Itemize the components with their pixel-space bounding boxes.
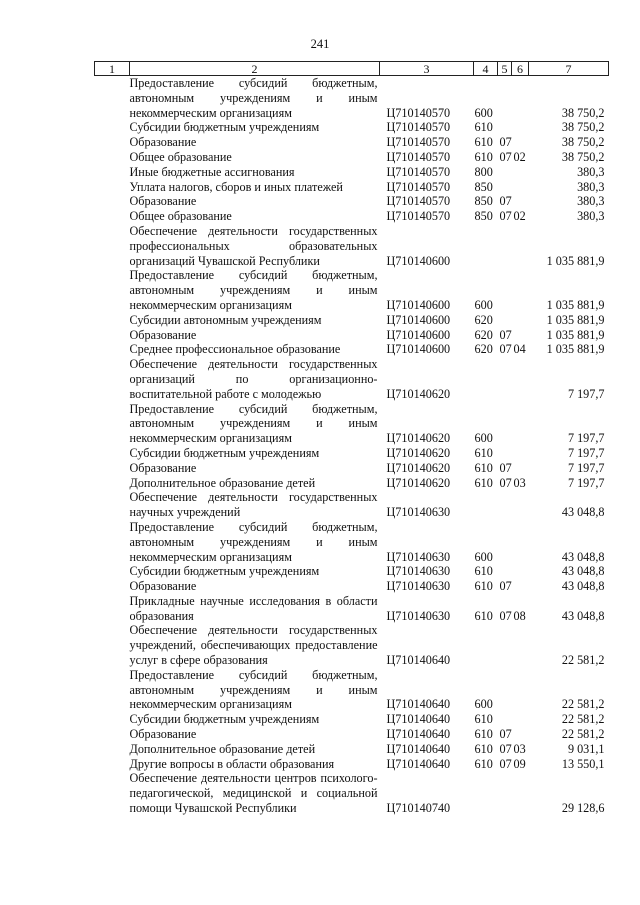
subsection-cell (512, 194, 529, 209)
section-cell: 07 (499, 460, 512, 475)
section-cell (498, 165, 512, 180)
name-cell: Образование (129, 194, 197, 209)
amount-cell: 7 197,7 (567, 386, 605, 401)
table-row (95, 520, 609, 564)
name-cell: Прикладные научные исследования в области образования (129, 593, 378, 623)
expense-type-cell: 610 (474, 712, 493, 727)
section-cell: 07 (499, 756, 512, 771)
amount-cell: 38 750,2 (561, 120, 605, 135)
subsection-cell (512, 135, 529, 150)
amount-cell: 13 550,1 (561, 756, 605, 771)
num-cell (95, 120, 130, 135)
table-row (95, 579, 609, 594)
num-cell (95, 313, 130, 328)
expense-type-cell: 600 (474, 297, 493, 312)
table-row (95, 668, 609, 712)
amount-cell: 7 197,7 (567, 431, 605, 446)
code-cell: Ц710140740 (386, 801, 451, 816)
num-cell (95, 461, 130, 476)
name-cell: Дополнительное образование детей (129, 475, 316, 490)
subsection-cell (512, 446, 529, 461)
subsection-cell (512, 165, 529, 180)
num-cell (95, 194, 130, 209)
subsection-cell (512, 120, 529, 135)
expense-type-cell: 610 (474, 149, 493, 164)
table-row (95, 402, 609, 446)
table-row (95, 757, 609, 772)
expense-type-cell: 600 (474, 549, 493, 564)
table-row (95, 771, 609, 815)
section-cell (498, 268, 512, 312)
expense-type-cell: 620 (474, 342, 493, 357)
subsection-cell: 02 (513, 149, 526, 164)
num-cell (95, 564, 130, 579)
section-cell (498, 623, 512, 667)
expense-type-cell: 610 (474, 727, 493, 742)
code-cell: Ц710140620 (386, 431, 451, 446)
code-cell: Ц710140640 (386, 741, 451, 756)
table-row (95, 461, 609, 476)
amount-cell: 22 581,2 (561, 727, 605, 742)
code-cell: Ц710140640 (386, 756, 451, 771)
code-cell: Ц710140640 (386, 697, 451, 712)
table-row (95, 357, 609, 401)
table-row (95, 165, 609, 180)
amount-cell: 7 197,7 (567, 445, 605, 460)
name-cell: Предоставление субсидий бюджетным, автономным учреждениям и иным некоммерческим организациям (129, 519, 378, 564)
subsection-cell: 03 (513, 741, 526, 756)
code-cell: Ц710140630 (386, 505, 451, 520)
header-col-2: 2 (130, 62, 380, 76)
section-cell: 07 (499, 342, 512, 357)
expense-type-cell: 610 (474, 741, 493, 756)
expense-type-cell: 620 (474, 327, 493, 342)
amount-cell: 380,3 (577, 209, 605, 224)
table-row (95, 712, 609, 727)
header-col-6: 6 (512, 62, 529, 76)
table-row (95, 564, 609, 579)
num-cell (95, 623, 130, 667)
table-row (95, 742, 609, 757)
num-cell (95, 268, 130, 312)
amount-cell: 22 581,2 (561, 712, 605, 727)
expense-type-cell: 600 (474, 697, 493, 712)
expense-type-cell: 600 (474, 105, 493, 120)
num-cell (95, 135, 130, 150)
amount-cell: 7 197,7 (567, 475, 605, 490)
subsection-cell (512, 313, 529, 328)
amount-cell: 380,3 (577, 194, 605, 209)
name-cell: Уплата налогов, сборов и иных платежей (129, 179, 343, 194)
num-cell (95, 342, 130, 357)
section-cell (498, 712, 512, 727)
code-cell: Ц710140600 (386, 253, 451, 268)
table-row (95, 209, 609, 224)
amount-cell: 380,3 (577, 179, 605, 194)
subsection-cell (512, 712, 529, 727)
amount-cell: 38 750,2 (561, 135, 605, 150)
table-header (95, 62, 609, 76)
code-cell: Ц710140630 (386, 564, 451, 579)
code-cell: Ц710140620 (386, 460, 451, 475)
subsection-cell (512, 461, 529, 476)
expense-type-cell (474, 224, 498, 268)
subsection-cell (512, 268, 529, 312)
code-cell: Ц710140600 (386, 327, 451, 342)
section-cell: 07 (499, 475, 512, 490)
code-cell: Ц710140600 (386, 342, 451, 357)
table-row (95, 180, 609, 195)
section-cell (498, 180, 512, 195)
num-cell (95, 742, 130, 757)
amount-cell: 43 048,8 (561, 579, 605, 594)
amount-cell: 43 048,8 (561, 564, 605, 579)
code-cell: Ц710140570 (386, 164, 451, 179)
section-cell: 07 (499, 194, 512, 209)
code-cell: Ц710140640 (386, 727, 451, 742)
name-cell: Субсидии бюджетным учреждениям (129, 564, 320, 579)
table-row (95, 727, 609, 742)
expense-type-cell (474, 771, 498, 815)
section-cell (498, 668, 512, 712)
section-cell (498, 771, 512, 815)
amount-cell: 38 750,2 (561, 105, 605, 120)
amount-cell: 22 581,2 (561, 697, 605, 712)
expense-type-cell: 850 (474, 194, 493, 209)
section-cell (498, 446, 512, 461)
section-cell: 07 (499, 135, 512, 150)
name-cell: Образование (129, 460, 197, 475)
amount-cell: 1 035 881,9 (546, 253, 605, 268)
page-number: 241 (310, 37, 330, 51)
budget-table (94, 61, 609, 816)
table-row (95, 313, 609, 328)
name-cell: Образование (129, 135, 197, 150)
table-row (95, 342, 609, 357)
table-body (95, 76, 609, 816)
name-cell: Субсидии бюджетным учреждениям (129, 120, 320, 135)
code-cell: Ц710140570 (386, 194, 451, 209)
amount-cell: 7 197,7 (567, 460, 605, 475)
code-cell: Ц710140620 (386, 386, 451, 401)
section-cell: 07 (499, 327, 512, 342)
num-cell (95, 771, 130, 815)
num-cell (95, 165, 130, 180)
subsection-cell: 02 (513, 209, 526, 224)
expense-type-cell: 610 (474, 608, 493, 623)
subsection-cell (512, 180, 529, 195)
amount-cell: 1 035 881,9 (546, 297, 605, 312)
expense-type-cell: 610 (474, 756, 493, 771)
code-cell: Ц710140630 (386, 549, 451, 564)
expense-type-cell: 800 (474, 164, 493, 179)
section-cell: 07 (499, 608, 512, 623)
expense-type-cell: 610 (474, 564, 493, 579)
num-cell (95, 402, 130, 446)
section-cell (498, 313, 512, 328)
section-cell: 07 (499, 727, 512, 742)
code-cell: Ц710140570 (386, 105, 451, 120)
name-cell: Обеспечение деятельности государственных профессиональных образовательных организаций Чувашской Республики (129, 223, 378, 268)
table-row (95, 623, 609, 667)
amount-cell: 1 035 881,9 (546, 327, 605, 342)
code-cell: Ц710140570 (386, 209, 451, 224)
section-cell (498, 120, 512, 135)
header-col-5: 5 (498, 62, 512, 76)
num-cell (95, 446, 130, 461)
subsection-cell (512, 76, 529, 121)
table-row (95, 76, 609, 121)
subsection-cell (512, 520, 529, 564)
expense-type-cell: 610 (474, 579, 493, 594)
section-cell (498, 520, 512, 564)
table-row (95, 328, 609, 343)
expense-type-cell (474, 623, 498, 667)
code-cell: Ц710140570 (386, 149, 451, 164)
name-cell: Образование (129, 327, 197, 342)
subsection-cell: 08 (513, 608, 526, 623)
section-cell: 07 (499, 209, 512, 224)
name-cell: Обеспечение деятельности центров психолого-педагогической, медицинской и социальной помощи Чувашской Республики (129, 771, 378, 816)
amount-cell: 1 035 881,9 (546, 342, 605, 357)
amount-cell: 38 750,2 (561, 149, 605, 164)
num-cell (95, 224, 130, 268)
table-row (95, 150, 609, 165)
header-col-3: 3 (380, 62, 474, 76)
section-cell: 07 (499, 741, 512, 756)
amount-cell: 1 035 881,9 (546, 312, 605, 327)
header-col-1: 1 (95, 62, 130, 76)
table-row (95, 446, 609, 461)
num-cell (95, 579, 130, 594)
section-cell (498, 76, 512, 121)
code-cell: Ц710140570 (386, 135, 451, 150)
subsection-cell (512, 357, 529, 401)
section-cell: 07 (499, 579, 512, 594)
amount-cell: 380,3 (577, 164, 605, 179)
name-cell: Субсидии бюджетным учреждениям (129, 712, 320, 727)
expense-type-cell: 600 (474, 431, 493, 446)
table-row (95, 120, 609, 135)
num-cell (95, 594, 130, 624)
subsection-cell (512, 564, 529, 579)
subsection-cell (512, 727, 529, 742)
subsection-cell (512, 490, 529, 520)
table-row (95, 135, 609, 150)
expense-type-cell: 610 (474, 120, 493, 135)
num-cell (95, 180, 130, 195)
amount-cell: 43 048,8 (561, 505, 605, 520)
subsection-cell: 03 (513, 475, 526, 490)
expense-type-cell: 610 (474, 475, 493, 490)
amount-cell: 9 031,1 (567, 741, 605, 756)
num-cell (95, 150, 130, 165)
code-cell: Ц710140600 (386, 312, 451, 327)
name-cell: Предоставление субсидий бюджетным, автономным учреждениям и иным некоммерческим организациям (129, 268, 378, 312)
subsection-cell (512, 579, 529, 594)
subsection-cell (512, 668, 529, 712)
expense-type-cell: 610 (474, 135, 493, 150)
header-col-7: 7 (529, 62, 609, 76)
amount-cell: 43 048,8 (561, 549, 605, 564)
header-row (95, 62, 609, 76)
num-cell (95, 490, 130, 520)
name-cell: Субсидии автономным учреждениям (129, 312, 322, 327)
table-row (95, 194, 609, 209)
expense-type-cell: 610 (474, 445, 493, 460)
table-row (95, 224, 609, 268)
subsection-cell (512, 328, 529, 343)
name-cell: Среднее профессиональное образование (129, 342, 341, 357)
code-cell: Ц710140630 (386, 579, 451, 594)
subsection-cell (512, 224, 529, 268)
num-cell (95, 357, 130, 401)
expense-type-cell: 850 (474, 209, 493, 224)
expense-type-cell (474, 490, 498, 520)
subsection-cell: 09 (513, 756, 526, 771)
num-cell (95, 328, 130, 343)
num-cell (95, 209, 130, 224)
code-cell: Ц710140640 (386, 712, 451, 727)
name-cell: Обеспечение деятельности государственных научных учреждений (129, 490, 378, 520)
expense-type-cell (474, 357, 498, 401)
name-cell: Дополнительное образование детей (129, 741, 316, 756)
code-cell: Ц710140620 (386, 445, 451, 460)
section-cell (498, 490, 512, 520)
name-cell: Обеспечение деятельности государственных учреждений, обеспечивающих предоставление услуг в сфере образования (129, 623, 378, 668)
section-cell (498, 564, 512, 579)
section-cell (498, 357, 512, 401)
name-cell: Иные бюджетные ассигнования (129, 164, 295, 179)
name-cell: Предоставление субсидий бюджетным, автономным учреждениям и иным некоммерческим организациям (129, 401, 378, 446)
subsection-cell (512, 402, 529, 446)
code-cell: Ц710140640 (386, 653, 451, 668)
table-row (95, 594, 609, 624)
code-cell: Ц710140570 (386, 179, 451, 194)
expense-type-cell: 610 (474, 460, 493, 475)
subsection-cell (512, 623, 529, 667)
table-row (95, 268, 609, 312)
code-cell: Ц710140570 (386, 120, 451, 135)
section-cell (498, 402, 512, 446)
name-cell: Предоставление субсидий бюджетным, автономным учреждениям и иным некоммерческим организациям (129, 76, 378, 120)
num-cell (95, 712, 130, 727)
amount-cell: 22 581,2 (561, 653, 605, 668)
amount-cell: 29 128,6 (561, 801, 605, 816)
table-row (95, 490, 609, 520)
name-cell: Общее образование (129, 209, 232, 224)
code-cell: Ц710140620 (386, 475, 451, 490)
expense-type-cell: 850 (474, 179, 493, 194)
name-cell: Общее образование (129, 149, 232, 164)
name-cell: Другие вопросы в области образования (129, 756, 335, 771)
section-cell (498, 224, 512, 268)
expense-type-cell: 620 (474, 312, 493, 327)
header-col-4: 4 (474, 62, 498, 76)
section-cell: 07 (499, 149, 512, 164)
name-cell: Субсидии бюджетным учреждениям (129, 445, 320, 460)
subsection-cell (512, 771, 529, 815)
subsection-cell: 04 (513, 342, 526, 357)
table-row (95, 476, 609, 491)
name-cell: Образование (129, 579, 197, 594)
name-cell: Предоставление субсидий бюджетным, автономным учреждениям и иным некоммерческим организациям (129, 667, 378, 712)
amount-cell: 43 048,8 (561, 608, 605, 623)
num-cell (95, 76, 130, 121)
code-cell: Ц710140600 (386, 297, 451, 312)
num-cell (95, 668, 130, 712)
num-cell (95, 727, 130, 742)
name-cell: Обеспечение деятельности государственных организаций по организационно-воспитательной работе с молодежью (129, 357, 378, 401)
num-cell (95, 476, 130, 491)
num-cell (95, 520, 130, 564)
num-cell (95, 757, 130, 772)
name-cell: Образование (129, 727, 197, 742)
code-cell: Ц710140630 (386, 608, 451, 623)
